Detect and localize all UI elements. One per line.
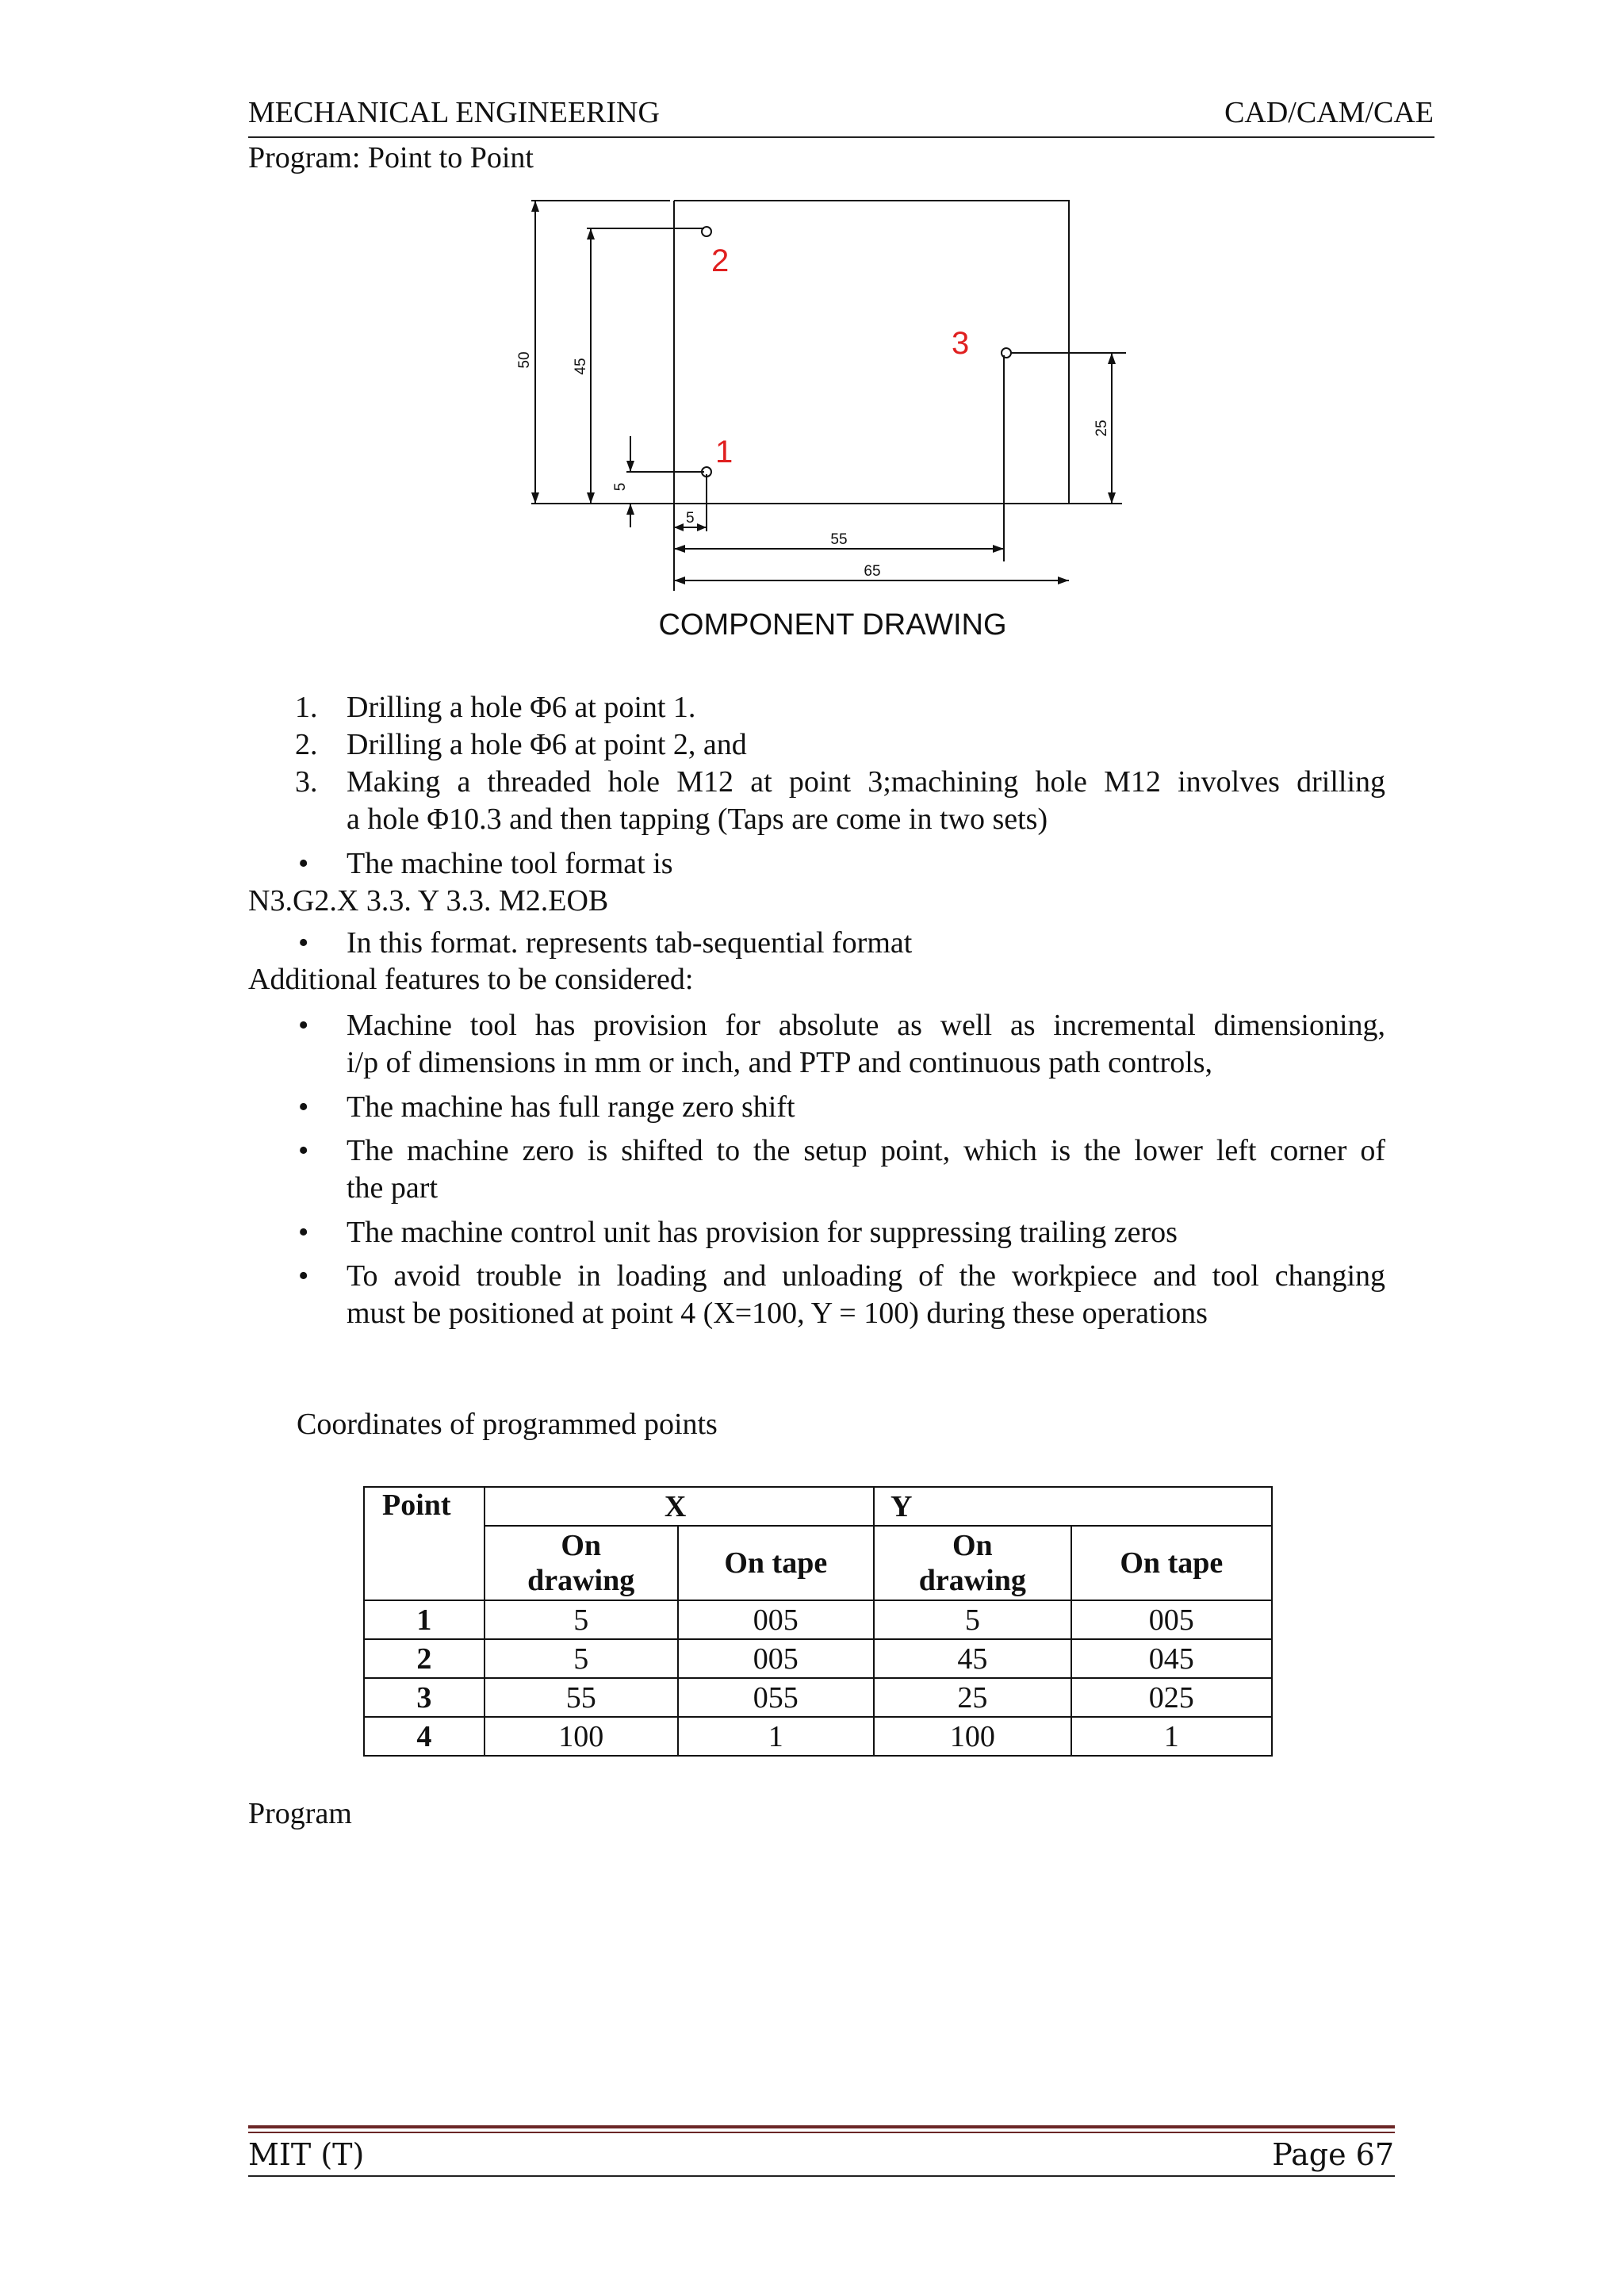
- table-header-row: [364, 1487, 1272, 1526]
- drawing-caption: COMPONENT DRAWING: [658, 608, 1007, 642]
- cell-x-drawing: 5: [485, 1639, 678, 1678]
- feature-1-line2: i/p of dimensions in mm or inch, and PTP and continuous path controls,: [347, 1046, 1213, 1079]
- table-subheader-row: [364, 1526, 1272, 1600]
- cell-y-drawing: 100: [874, 1717, 1071, 1756]
- subheader-x-on-tape: On tape: [678, 1526, 874, 1600]
- cell-x-drawing: 5: [485, 1600, 678, 1639]
- coords-heading: Coordinates of programmed points: [297, 1408, 718, 1441]
- cell-point: 4: [364, 1717, 485, 1756]
- dim-55: 55: [830, 531, 848, 548]
- cell-y-drawing: 5: [874, 1600, 1071, 1639]
- header-x: X: [485, 1487, 874, 1526]
- cell-x-tape: 055: [678, 1678, 874, 1717]
- program-title: Program: Point to Point: [248, 141, 534, 174]
- format-line: N3.G2.X 3.3. Y 3.3. M2.EOB: [248, 884, 609, 918]
- header-point: Point: [364, 1487, 485, 1600]
- list-item-1: Drilling a hole Φ6 at point 1.: [347, 691, 696, 724]
- point-label-3: 3: [952, 326, 970, 361]
- feature-3-line1: The machine zero is shifted to the setup point, which is the lower left corner of: [347, 1134, 1385, 1167]
- feature-3-line2: the part: [347, 1171, 439, 1205]
- footer-bottom-rule: [248, 2175, 1395, 2177]
- feature-2: The machine has full range zero shift: [347, 1090, 795, 1124]
- program-label: Program: [248, 1797, 352, 1830]
- table-row: [364, 1600, 1272, 1639]
- cell-y-drawing: 45: [874, 1639, 1071, 1678]
- list-item-2: Drilling a hole Φ6 at point 2, and: [347, 728, 747, 761]
- dim-65: 65: [864, 563, 881, 580]
- list-num-1: 1.: [295, 691, 318, 724]
- bullet-tab-text: In this format. represents tab-sequential format: [347, 926, 913, 960]
- feature-1-line1: Machine tool has provision for absolute as well as incremental dimensioning,: [347, 1009, 1385, 1042]
- dim-45: 45: [573, 358, 589, 375]
- bullet-format-text: The machine tool format is: [347, 847, 673, 880]
- bullet-dot: •: [298, 926, 309, 960]
- cell-x-drawing: 55: [485, 1678, 678, 1717]
- part-outline: [674, 201, 1069, 504]
- list-num-3: 3.: [295, 765, 318, 799]
- cell-y-tape: 045: [1071, 1639, 1272, 1678]
- table-row: [364, 1639, 1272, 1678]
- list-item-3-cont: a hole Φ10.3 and then tapping (Taps are come in two sets): [347, 803, 1048, 836]
- feature-5-line2: must be positioned at point 4 (X=100, Y = 100) during these operations: [347, 1297, 1208, 1330]
- cell-x-tape: 005: [678, 1639, 874, 1678]
- coordinates-table: [363, 1486, 1273, 1757]
- list-item-3: Making a threaded hole M12 at point 3;machining hole M12 involves drilling: [347, 765, 1385, 799]
- hole-3: [1002, 348, 1011, 358]
- hole-2: [702, 227, 711, 236]
- cell-x-tape: 1: [678, 1717, 874, 1756]
- cell-y-tape: 1: [1071, 1717, 1272, 1756]
- subheader-y-on-tape: On tape: [1071, 1526, 1272, 1600]
- dim-5-horizontal: 5: [686, 510, 695, 527]
- cell-point: 3: [364, 1678, 485, 1717]
- cell-y-tape: 005: [1071, 1600, 1272, 1639]
- footer-left: MIT (T): [248, 2137, 365, 2172]
- footer-page-number: Page 67: [1272, 2137, 1394, 2172]
- component-drawing: [508, 190, 1134, 650]
- footer-rule: [248, 2132, 1395, 2133]
- bullet-dot: •: [298, 1009, 309, 1042]
- feature-5-line1: To avoid trouble in loading and unloading of the workpiece and tool changing: [347, 1259, 1385, 1293]
- subheader-y-on-drawing: On drawing: [874, 1526, 1071, 1600]
- bullet-dot: •: [298, 1090, 309, 1124]
- bullet-dot: •: [298, 847, 309, 880]
- bullet-dot: •: [298, 1216, 309, 1249]
- cell-point: 2: [364, 1639, 485, 1678]
- cell-y-drawing: 25: [874, 1678, 1071, 1717]
- cell-x-tape: 005: [678, 1600, 874, 1639]
- feature-4: The machine control unit has provision for suppressing trailing zeros: [347, 1216, 1178, 1249]
- point-label-2: 2: [711, 243, 730, 278]
- header-rule: [248, 136, 1434, 138]
- subheader-x-on-drawing: On drawing: [485, 1526, 678, 1600]
- bullet-dot: •: [298, 1134, 309, 1167]
- cell-x-drawing: 100: [485, 1717, 678, 1756]
- bullet-dot: •: [298, 1259, 309, 1293]
- dim-25: 25: [1094, 420, 1110, 437]
- header-left: MECHANICAL ENGINEERING: [248, 96, 660, 129]
- dim-50: 50: [516, 351, 533, 369]
- additional-heading: Additional features to be considered:: [248, 963, 694, 996]
- point-label-1: 1: [715, 435, 733, 469]
- dim-5-vertical: 5: [612, 482, 629, 492]
- header-right: CAD/CAM/CAE: [1224, 96, 1434, 129]
- cell-y-tape: 025: [1071, 1678, 1272, 1717]
- list-num-2: 2.: [295, 728, 318, 761]
- table-row: [364, 1717, 1272, 1756]
- header-y: Y: [874, 1487, 1272, 1526]
- table-row: [364, 1678, 1272, 1717]
- footer-rule: [248, 2125, 1395, 2128]
- cell-point: 1: [364, 1600, 485, 1639]
